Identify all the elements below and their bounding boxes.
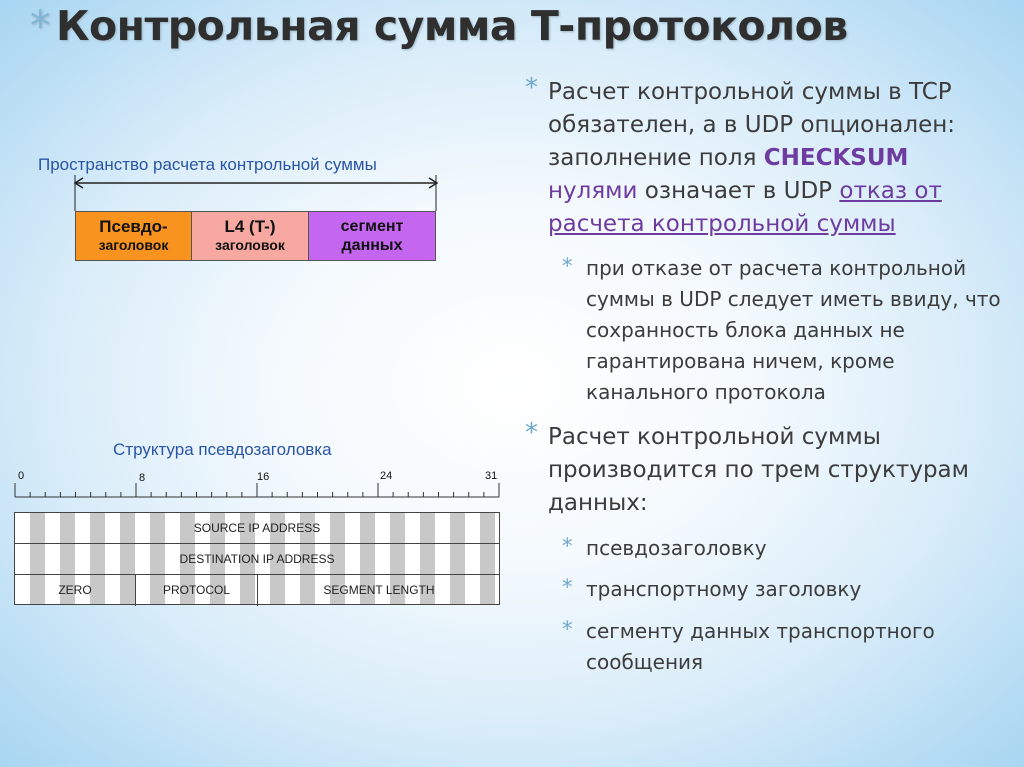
bullet-star: *: [562, 575, 573, 599]
bullet-text: Расчет контрольной суммы производится по трем структурам данных:: [548, 424, 969, 516]
table-row: [15, 575, 499, 606]
bullet-star: *: [562, 534, 573, 558]
title-star: *: [30, 2, 50, 50]
checksum-refusal-link[interactable]: отказ от расчета контрольной суммы: [548, 178, 942, 237]
bullet-star: *: [562, 254, 573, 278]
sub-bullet-data-segment: [562, 616, 1002, 678]
bit-label-8: 8: [139, 472, 146, 484]
bullet-text: сегменту данных транспортного сообщения: [586, 619, 935, 674]
bullet-star: *: [525, 418, 538, 448]
sub-bullet-transport-header: [562, 574, 1002, 605]
bullet-text: при отказе от расчета контрольной суммы в UDP следует иметь ввиду, что сохранность блока данных не гарантирована ничем, кроме канального протокола: [586, 256, 1001, 404]
bullet-text: псевдозаголовку: [586, 536, 767, 560]
bullet-text: [548, 76, 995, 241]
bullet-star: *: [562, 617, 573, 641]
segment-length-cell: SEGMENT LENGTH: [323, 583, 435, 597]
title-text: Контрольная сумма Т-протоколов: [56, 2, 848, 50]
segment-line2: заголовок: [98, 237, 169, 253]
sub-bullet-pseudo-header: [562, 533, 1002, 564]
segment-line1: L4 (T-): [224, 217, 276, 236]
pseudo-header-title: Структура псевдозаголовка: [113, 440, 332, 459]
bullet-checksum-tcp-udp: [525, 73, 995, 241]
bit-label-24: 24: [380, 470, 393, 482]
source-ip-cell: SOURCE IP ADDRESS: [193, 521, 321, 535]
sub-bullet-udp-refusal: [562, 253, 1012, 408]
bit-label-16: 16: [257, 471, 270, 483]
checksum-highlight: CHECKSUM: [763, 145, 909, 171]
segment-line2: данных: [341, 237, 403, 254]
segment-line1: Псевдо-: [99, 217, 168, 236]
bullet-star: *: [525, 73, 538, 103]
table-row: [15, 544, 499, 575]
bit-label-31: 31: [485, 470, 498, 482]
bullet-text-b: означает в UDP: [637, 178, 840, 204]
checksum-space-label: Пространство расчета контрольной суммы: [38, 155, 377, 174]
pseudo-header-table: [14, 512, 500, 605]
bullet-text: транспортному заголовку: [586, 577, 862, 601]
bit-label-0: 0: [18, 470, 25, 482]
segment-line1: сегмент: [340, 218, 404, 235]
table-row: [15, 513, 499, 544]
zero-cell: ZERO: [15, 575, 136, 606]
bullet-three-structures: [525, 418, 1005, 520]
protocol-cell: PROTOCOL: [136, 575, 258, 606]
zeros-highlight: нулями: [548, 178, 638, 204]
bullet-text-a: Расчет контрольной суммы в TCP обязателен, а в UDP опционален: заполнение поля: [548, 79, 956, 171]
segment-line2: заголовок: [215, 237, 285, 253]
bit-ruler: [0, 0, 520, 510]
destination-ip-cell: DESTINATION IP ADDRESS: [179, 552, 335, 566]
